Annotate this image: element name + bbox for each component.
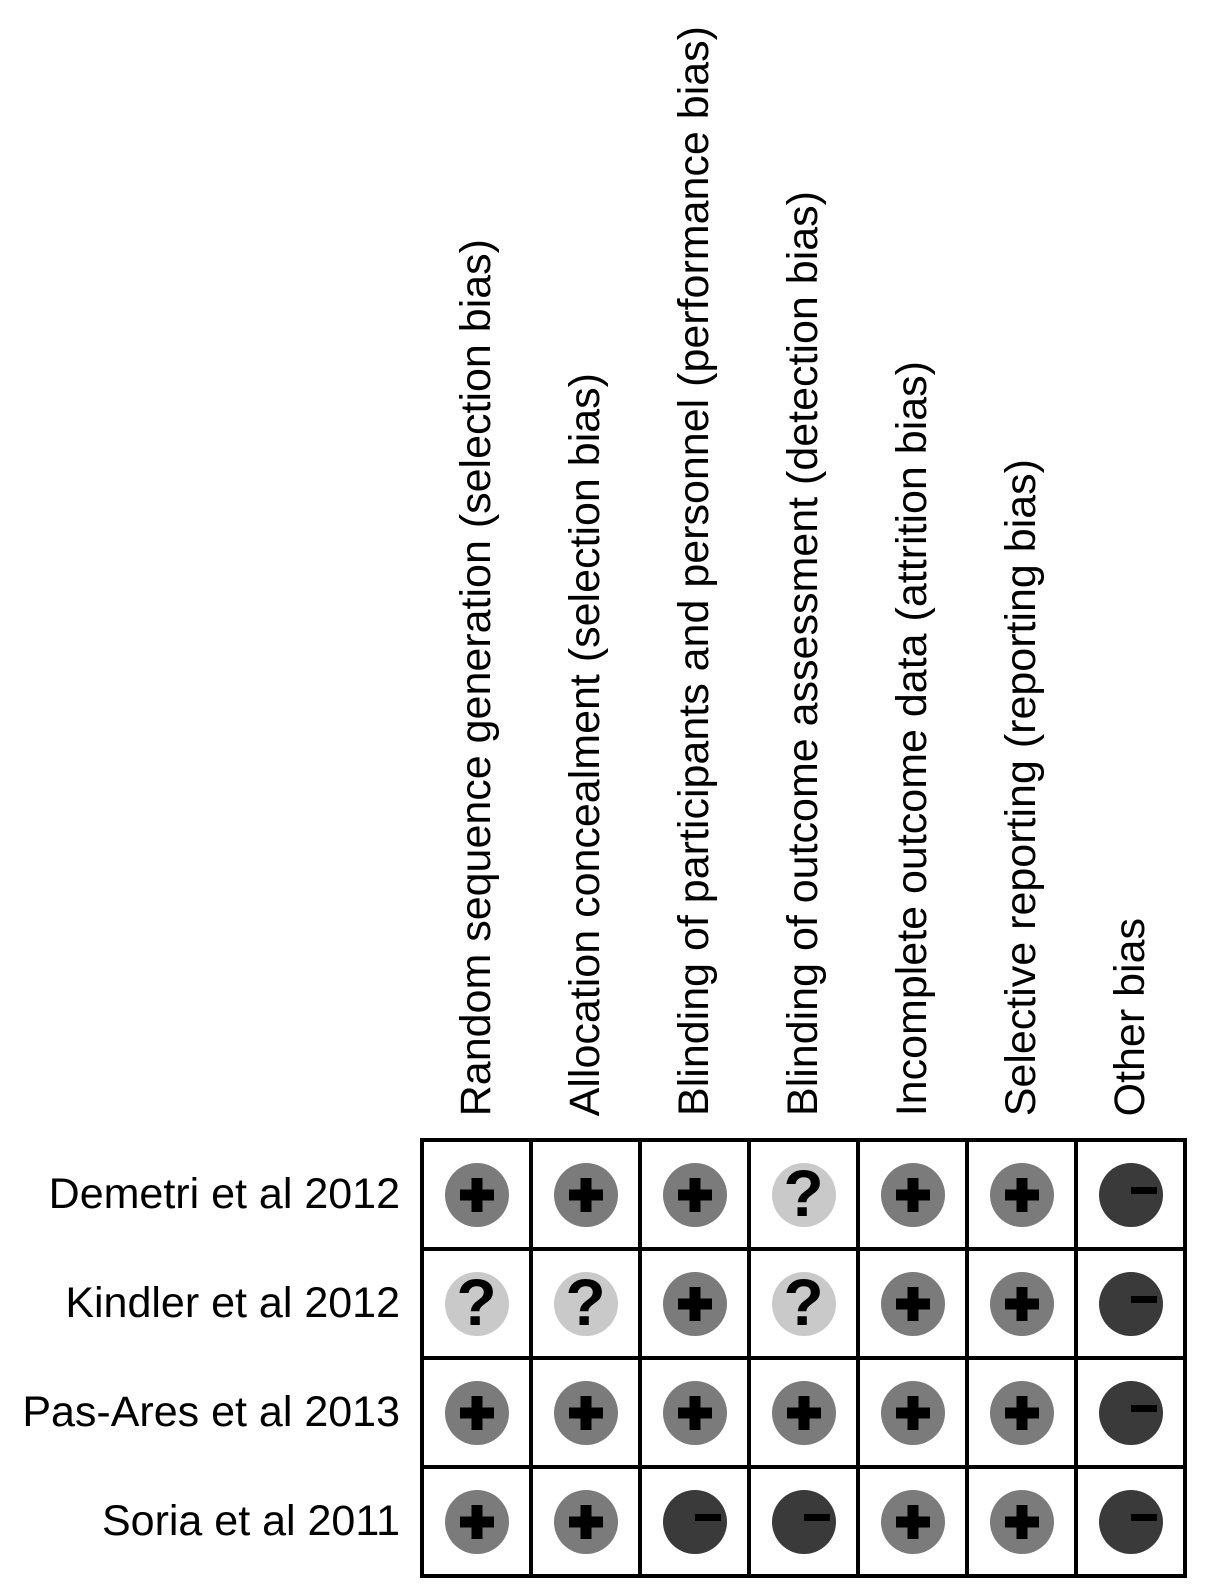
column-header-label: Selective reporting (reporting bias)	[996, 458, 1045, 1116]
column-header	[969, 0, 1074, 1116]
column-header	[424, 0, 529, 1116]
study-labels	[0, 1138, 420, 1574]
study-label: Pas-Ares et al 2013	[22, 1388, 400, 1436]
judgement-cell	[860, 1251, 965, 1356]
judgement-cell	[969, 1251, 1074, 1356]
judgement-cell	[969, 1360, 1074, 1465]
plus-icon	[881, 1490, 945, 1554]
judgement-cell	[751, 1142, 856, 1247]
plus-icon	[554, 1163, 618, 1227]
column-header-label: Other bias	[1105, 917, 1154, 1116]
judgement-cell	[424, 1251, 529, 1356]
question-icon: ?	[772, 1272, 836, 1336]
plus-icon	[990, 1163, 1054, 1227]
judgement-cell	[533, 1142, 638, 1247]
plus-icon	[990, 1272, 1054, 1336]
plus-icon	[554, 1381, 618, 1445]
judgement-cell	[533, 1251, 638, 1356]
plus-icon	[554, 1490, 618, 1554]
column-headers	[420, 0, 1187, 1116]
risk-of-bias-grid	[420, 1138, 1187, 1578]
plus-icon	[990, 1381, 1054, 1445]
judgement-cell	[751, 1469, 856, 1574]
judgement-cell	[751, 1360, 856, 1465]
judgement-cell	[860, 1469, 965, 1574]
judgement-cell	[751, 1251, 856, 1356]
judgement-cell	[860, 1360, 965, 1465]
question-icon: ?	[445, 1272, 509, 1336]
column-header	[860, 0, 965, 1116]
judgement-cell	[424, 1142, 529, 1247]
judgement-cell	[424, 1360, 529, 1465]
question-icon: ?	[554, 1272, 618, 1336]
judgement-cell	[533, 1360, 638, 1465]
question-icon: ?	[772, 1163, 836, 1227]
judgement-cell	[642, 1469, 747, 1574]
minus-icon	[1099, 1381, 1163, 1445]
judgement-cell	[1078, 1469, 1183, 1574]
plus-icon	[445, 1381, 509, 1445]
plus-icon	[881, 1272, 945, 1336]
judgement-cell	[533, 1469, 638, 1574]
judgement-cell	[969, 1469, 1074, 1574]
judgement-cell	[424, 1469, 529, 1574]
judgement-cell	[1078, 1251, 1183, 1356]
minus-icon	[1099, 1272, 1163, 1336]
minus-icon	[1099, 1490, 1163, 1554]
judgement-cell	[860, 1142, 965, 1247]
plus-icon	[663, 1381, 727, 1445]
column-header	[1078, 0, 1183, 1116]
plus-icon	[663, 1272, 727, 1336]
column-header	[642, 0, 747, 1116]
minus-icon	[1099, 1163, 1163, 1227]
column-header-label: Blinding of participants and personnel (performance bias)	[669, 26, 718, 1116]
plus-icon	[445, 1163, 509, 1227]
column-header-label: Incomplete outcome data (attrition bias)	[887, 360, 936, 1116]
plus-icon	[445, 1490, 509, 1554]
column-header-label: Allocation concealment (selection bias)	[560, 372, 609, 1116]
plus-icon	[772, 1381, 836, 1445]
judgement-cell	[642, 1251, 747, 1356]
plus-icon	[990, 1490, 1054, 1554]
judgement-cell	[1078, 1142, 1183, 1247]
judgement-cell	[1078, 1360, 1183, 1465]
judgement-cell	[642, 1360, 747, 1465]
plus-icon	[881, 1381, 945, 1445]
minus-icon	[663, 1490, 727, 1554]
judgement-cell	[969, 1142, 1074, 1247]
minus-icon	[772, 1490, 836, 1554]
study-label: Kindler et al 2012	[65, 1279, 400, 1327]
plus-icon	[881, 1163, 945, 1227]
plus-icon	[663, 1163, 727, 1227]
column-header-label: Random sequence generation (selection bias)	[451, 238, 500, 1116]
study-label: Demetri et al 2012	[48, 1170, 400, 1218]
column-header-label: Blinding of outcome assessment (detection bias)	[778, 191, 827, 1116]
column-header	[751, 0, 856, 1116]
column-header	[533, 0, 638, 1116]
study-label: Soria et al 2011	[101, 1497, 400, 1545]
judgement-cell	[642, 1142, 747, 1247]
